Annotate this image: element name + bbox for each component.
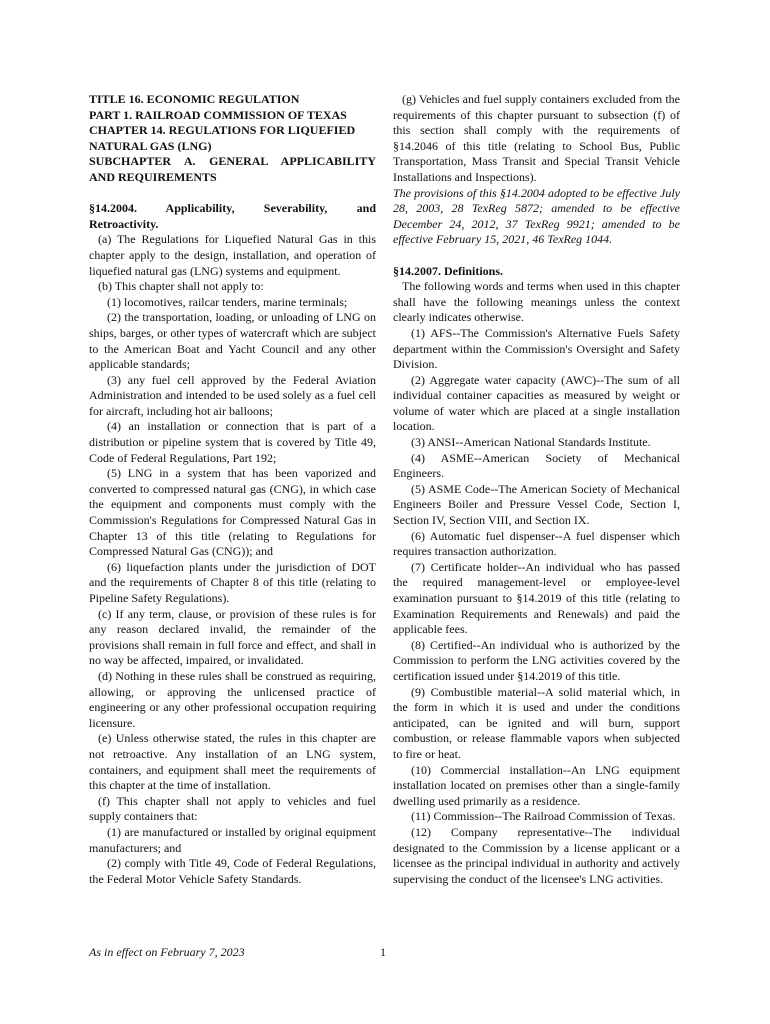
paragraph-f2: (2) comply with Title 49, Code of Federal Regulations, the Federal Motor Vehicle Safety Standards. bbox=[89, 856, 376, 886]
definition-item: (12) Company representative--The individual designated to the Commission by a license applicant or a licensee as the principal individual in authority and actively supervising the conduct of the licensee's LNG activities. bbox=[393, 824, 680, 886]
definition-item: (2) Aggregate water capacity (AWC)--The sum of all individual container capacities as measured by weight or volume of water which are placed at a single installation location. bbox=[393, 372, 680, 434]
definitions-intro: The following words and terms when used in this chapter shall have the following meanings unless the context clearly indicates otherwise. bbox=[393, 279, 680, 325]
history-note: The provisions of this §14.2004 adopted to be effective July 28, 2003, 28 TexReg 5872; amended to be effective December 24, 2012, 37 TexReg 9921; amended to be effective February 15, 2021, 46 TexReg 1044. bbox=[393, 185, 680, 247]
definition-item: (6) Automatic fuel dispenser--A fuel dispenser which requires transaction authorization. bbox=[393, 528, 680, 559]
paragraph-a: (a) The Regulations for Liquefied Natural Gas in this chapter apply to the design, installation, and operation of liquefied natural gas (LNG) systems and equipment. bbox=[89, 232, 376, 278]
definition-item: (9) Combustible material--A solid material which, in the form in which it is used and under the conditions anticipated, can be ignited and will burn, support combustion, or release flammable vapors when subjected to fire or heat. bbox=[393, 684, 680, 761]
paragraph-f1: (1) are manufactured or installed by original equipment manufacturers; and bbox=[89, 824, 376, 855]
paragraph-b6: (6) liquefaction plants under the jurisdiction of DOT and the requirements of Chapter 8 of this title (relating to Pipeline Safety Regulations). bbox=[89, 559, 376, 605]
right-column bbox=[393, 92, 680, 887]
paragraph-d: (d) Nothing in these rules shall be construed as requiring, allowing, or approving the unlicensed practice of engineering or any other professional occupation requiring licensure. bbox=[89, 668, 376, 730]
footer-effective-date: As in effect on February 7, 2023 bbox=[89, 945, 245, 959]
definition-item: (10) Commercial installation--An LNG equipment installation located on premises other than a single-family dwelling used primarily as a residence. bbox=[393, 762, 680, 808]
subchapter-line-continued: AND REQUIREMENTS bbox=[89, 169, 217, 184]
section-2004-title: §14.2004. Applicability, Severability, and bbox=[89, 201, 376, 216]
definition-item: (7) Certificate holder--An individual who has passed the required management-level or employee-level examination pursuant to §14.2019 of this title (relating to Examination Requirements and Renewals) and paid the applicable fees. bbox=[393, 559, 680, 637]
paragraph-e: (e) Unless otherwise stated, the rules in this chapter are not retroactive. Any installation of an LNG system, containers, and equipment shall meet the requirements of this chapter at the time of installation. bbox=[89, 731, 376, 793]
definition-item: (5) ASME Code--The American Society of Mechanical Engineers Boiler and Pressure Vessel Code, Section I, Section IV, Section VIII, and Section IX. bbox=[393, 481, 680, 528]
part-line: PART 1. RAILROAD COMMISSION OF TEXAS bbox=[89, 107, 347, 122]
paragraph-c: (c) If any term, clause, or provision of these rules is for any reason declared invalid, the remainder of the provisions shall remain in full force and effect, and shall in no way be affected, impaired, or invalidated. bbox=[89, 606, 376, 668]
paragraph-b: (b) This chapter shall not apply to: bbox=[98, 279, 264, 294]
page-number: 1 bbox=[380, 945, 386, 959]
title-line: TITLE 16. ECONOMIC REGULATION bbox=[89, 92, 300, 106]
left-column bbox=[89, 92, 376, 887]
paragraph-b2: (2) the transportation, loading, or unloading of LNG on ships, barges, or other types of watercraft which are subject to the American Boat and Yacht Council and any other applicable standards; bbox=[89, 310, 376, 372]
document-heading bbox=[89, 92, 376, 186]
paragraph-b3: (3) any fuel cell approved by the Federal Aviation Administration and intended to be used solely as a fuel cell for aircraft, including hot air balloons; bbox=[89, 372, 376, 418]
chapter-line: CHAPTER 14. REGULATIONS FOR LIQUEFIED bbox=[89, 123, 356, 138]
section-2007-title: §14.2007. Definitions. bbox=[393, 263, 504, 278]
paragraph-b1: (1) locomotives, railcar tenders, marine terminals; bbox=[107, 294, 348, 309]
definition-item: (8) Certified--An individual who is authorized by the Commission to perform the LNG activities covered by the certification issued under §14.2019 of this title. bbox=[393, 637, 680, 683]
definition-item: (1) AFS--The Commission's Alternative Fuels Safety department within the Commission's Oversight and Safety Division. bbox=[393, 325, 680, 372]
definition-item: (11) Commission--The Railroad Commission of Texas. bbox=[411, 809, 676, 824]
definition-item: (3) ANSI--American National Standards Institute. bbox=[411, 435, 651, 450]
paragraph-f: (f) This chapter shall not apply to vehicles and fuel supply containers that: bbox=[89, 793, 376, 824]
section-2004-title-continued: Retroactivity. bbox=[89, 216, 159, 231]
definition-item: (4) ASME--American Society of Mechanical Engineers. bbox=[393, 450, 680, 481]
paragraph-b4: (4) an installation or connection that is part of a distribution or pipeline system that is covered by Title 49, Code of Federal Regulations, Part 192; bbox=[89, 419, 376, 465]
chapter-line-continued: NATURAL GAS (LNG) bbox=[89, 138, 212, 153]
paragraph-g: (g) Vehicles and fuel supply containers excluded from the requirements of this chapter pursuant to subsection (f) of this section shall comply with the requirements of §14.2046 of this title (relating to School Bus, Public Transportation, Mass Transit and Special Transit Vehicle Installations and Inspections). bbox=[393, 92, 680, 184]
subchapter-line: SUBCHAPTER A. GENERAL APPLICABILITY bbox=[89, 154, 376, 169]
paragraph-b5: (5) LNG in a system that has been vaporized and converted to compressed natural gas (CNG), in which case the equipment and components must comply with the Commission's Regulations for Compressed Natural Gas in Chapter 13 of this title (relating to Regulations for Compressed Natural Gas (CNG)); and bbox=[89, 466, 376, 559]
